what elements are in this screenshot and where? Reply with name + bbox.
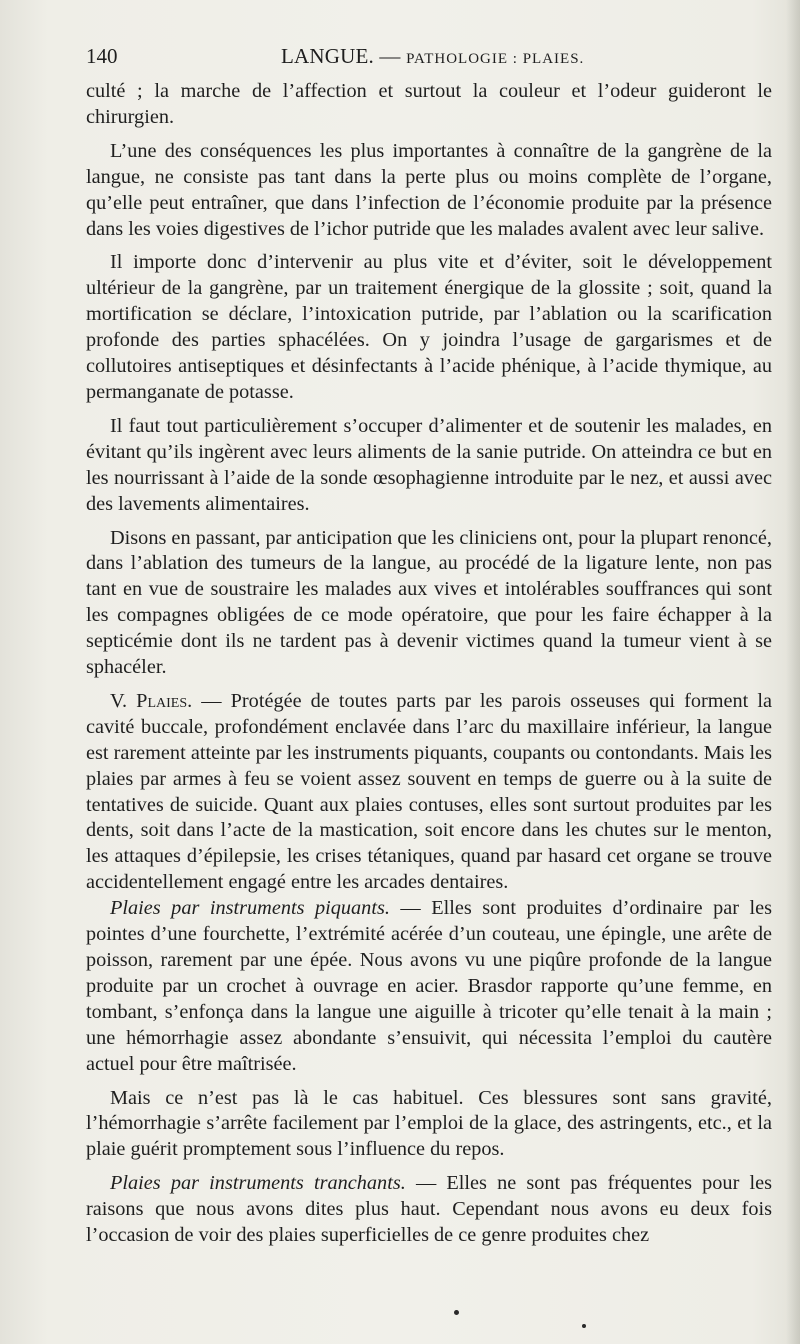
print-speck-mark	[454, 1310, 459, 1315]
paragraph-instruments-piquants-text: — Elles sont produites d’ordinaire par les pointes d’une fourchette, l’extrémité acérée d’un couteau, une épingle, une arête de poisson, rarement par une épée. Nous avons vu une piqûre profonde de la langue produite par un crochet à ouvrage en acier. Brasdor rapporte qu’une femme, en tombant, s’enfonça dans la langue une aiguille à tricoter qu’elle tenait à la main ; une hémorrhagie assez abondante s’ensuivit, qui nécessita l’emploi du cautère actuel pour être maîtrisée.	[86, 897, 773, 1075]
page-header	[86, 44, 776, 74]
paragraph-instruments-tranchants	[86, 1171, 772, 1249]
paragraph-intervention: Il importe donc d’intervenir au plus vite et d’éviter, soit le développement ultérieur de la gangrène, par un traitement énergique de la glossite ; soit, quand la mortification se déclare, l’intoxication putride, par l’ablation ou la scarification profonde des parties sphacélées. On y joindra l’usage de gargarismes et de collutoires antiseptiques et désinfectants à l’acide phénique, à l’acide thymique, au permanganate de potasse.	[86, 251, 772, 403]
subheading-instruments-tranchants: Plaies par instruments tranchants.	[110, 1172, 406, 1195]
paragraph-continuation: culté ; la marche de l’affection et surtout la couleur et l’odeur guideront le chirurgien.	[86, 80, 772, 128]
page-number: 140	[86, 44, 118, 68]
paragraph-alimentation: Il faut tout particulièrement s’occuper d’alimenter et de soutenir les malades, en évitant qu’ils ingèrent avec leurs aliments de la sanie putride. On atteindra ce but en les nourrissant à l’aide de la sonde œsophagienne introduite par le nez, et aussi avec des lavements alimentaires.	[86, 414, 772, 515]
body-text	[86, 79, 772, 1249]
paragraph-gangrene-consequences: L’une des conséquences les plus importantes à connaître de la gangrène de la langue, ne consiste pas tant dans la perte plus ou moins complète de l’organe, qu’elle peut entraîner, que dans l’infection de l’économie produite par la présence dans les voies digestives de l’ichor putride que les malades avalent avec leur salive.	[86, 139, 772, 240]
running-head	[281, 44, 584, 69]
paragraph-plaies-text: — Protégée de toutes parts par les parois osseuses qui forment la cavité buccale, profondément enclavée dans l’arc du maxillaire inférieur, la langue est rarement atteinte par les instruments piquants, coupants ou contondants. Mais les plaies par armes à feu se voient assez souvent en temps de guerre ou à la suite de tentatives de suicide. Quant aux plaies contuses, elles sont surtout produites par les dents, soit dans l’acte de la mastication, soit encore dans les chutes sur le menton, les attaques d’épilepsie, les crises tétaniques, quand par hasard cet organe se trouve accidentellement engagé entre les arcades dentaires.	[86, 689, 772, 894]
running-head-main: LANGUE. —	[281, 44, 407, 68]
page-edge-shadow	[786, 0, 800, 1344]
section-heading-plaies: V. Plaies.	[110, 689, 193, 712]
paragraph-cas-habituel: Mais ce n’est pas là le cas habituel. Ces blessures sont sans gravité, l’hémorrhagie s’arrête facilement par l’emploi de la glace, des astringents, etc., et la plaie guérit promptement sous l’influence du repos.	[86, 1086, 772, 1161]
print-speck-mark	[582, 1324, 586, 1328]
paragraph-ligature: Disons en passant, par anticipation que les cliniciens ont, pour la plupart renoncé, dans l’ablation des tumeurs de la langue, au procédé de la ligature lente, non pas tant en vue de soustraire les malades aux vives et intolérables souffrances qui sont les compagnes obligées de ce mode opératoire, que pour les faire échapper à la septicémie dont ils ne tardent pas à devenir victimes quand la tumeur vient à se sphacéler.	[86, 526, 772, 679]
running-head-sub: PATHOLOGIE : PLAIES.	[406, 51, 585, 67]
paragraph-instruments-piquants	[86, 896, 772, 1077]
subheading-instruments-piquants: Plaies par instruments piquants.	[110, 897, 390, 920]
paragraph-plaies	[86, 689, 772, 896]
paragraph-instruments-tranchants-text: — Elles ne sont pas fréquentes pour les raisons que nous avons dites plus haut. Cependant nous avons eu deux fois l’occasion de voir des plaies superficielles de ce genre produites chez	[86, 1172, 772, 1247]
